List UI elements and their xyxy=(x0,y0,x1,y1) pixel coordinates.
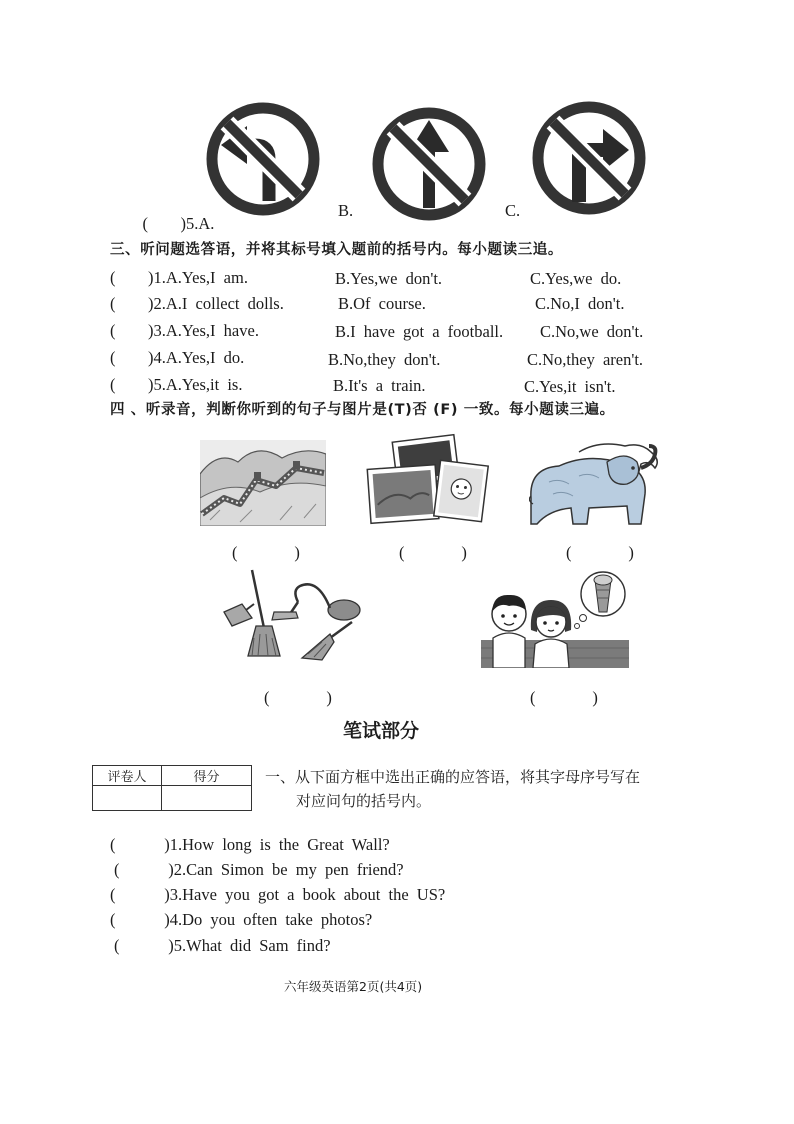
question-2 xyxy=(114,860,404,880)
score-table xyxy=(92,765,252,811)
question-text: 5.What did Sam find? xyxy=(173,936,331,955)
option-b: B.I have got a football. xyxy=(335,322,504,341)
answer-bracket: ( ) xyxy=(264,688,332,707)
question-text: 1.How long is the Great Wall? xyxy=(169,835,390,854)
option-c-label: C. xyxy=(505,201,521,220)
score-header: 得分 xyxy=(162,766,252,786)
option-b: B.Yes,we don't. xyxy=(335,269,443,288)
option-a-label: 5.A. xyxy=(186,214,215,233)
thought-bubble-icon xyxy=(575,572,626,629)
score-cell xyxy=(162,786,252,811)
answer-bracket: ( ) xyxy=(566,543,634,562)
vacuum-cleaner-icon xyxy=(272,584,360,620)
option-b: B.It's a train. xyxy=(333,376,426,395)
option-c: C.No,they aren't. xyxy=(527,350,644,369)
section1-instruction-line1: 一、从下面方框中选出正确的应答语，将其字母序号写在 xyxy=(265,768,641,786)
no-straight-ahead-sign-icon xyxy=(371,106,487,222)
question-4 xyxy=(110,910,372,930)
page-footer: 六年级英语第2页(共4页) xyxy=(284,979,423,994)
elephants-picture xyxy=(529,438,663,526)
option-a: 2.A.I collect dolls. xyxy=(153,294,284,313)
question-3 xyxy=(110,885,445,905)
section3-item-4 xyxy=(110,348,244,368)
answer-bracket: ( ) xyxy=(110,294,154,313)
section3-item-5 xyxy=(110,375,242,395)
dustpan-icon xyxy=(224,604,254,626)
answer-bracket: ( ) xyxy=(142,214,186,233)
no-right-turn-sign-icon xyxy=(531,100,647,216)
option-b: B.No,they don't. xyxy=(328,350,441,369)
answer-bracket: ( ) xyxy=(110,835,170,854)
two-children-picture xyxy=(481,568,629,668)
written-part-title: 笔试部分 xyxy=(343,720,420,742)
no-left-turn-sign-icon xyxy=(205,101,321,217)
section3-item-2 xyxy=(110,294,284,314)
photos-picture xyxy=(365,433,491,527)
girl-icon xyxy=(531,600,571,668)
option-c: C.No,we don't. xyxy=(540,322,644,341)
great-wall-picture xyxy=(200,440,326,526)
answer-bracket: ( ) xyxy=(110,375,154,394)
answer-bracket: ( ) xyxy=(114,860,174,879)
answer-bracket: ( ) xyxy=(110,321,154,340)
answer-bracket: ( ) xyxy=(110,885,170,904)
answer-bracket: ( ) xyxy=(232,543,300,562)
option-a: 3.A.Yes,I have. xyxy=(153,321,259,340)
answer-bracket: ( ) xyxy=(110,348,154,367)
question-5 xyxy=(114,936,331,956)
cleaning-tools-picture xyxy=(218,568,364,662)
question-text: 2.Can Simon be my pen friend? xyxy=(173,860,404,879)
option-c: C.No,I don't. xyxy=(535,294,625,313)
grader-header: 评卷人 xyxy=(93,766,162,786)
answer-bracket: ( ) xyxy=(530,688,598,707)
question-1 xyxy=(110,835,390,855)
hand-brush-icon xyxy=(302,622,352,660)
option-a: 1.A.Yes,I am. xyxy=(153,268,248,287)
answer-bracket: ( ) xyxy=(110,910,170,929)
option-b-label: B. xyxy=(338,201,354,220)
section3-item-3 xyxy=(110,321,259,341)
option-b: B.Of course. xyxy=(338,294,426,313)
grader-cell xyxy=(93,786,162,811)
section3-heading: 三、听问题选答语，并将其标号填入题前的括号内。每小题读三追。 xyxy=(110,242,563,258)
option-c: C.Yes,it isn't. xyxy=(524,377,616,396)
option-c: C.Yes,we do. xyxy=(530,269,622,288)
section4-heading: 四 、听录音，判断你听到的句子与图片是(T)否 (F) 一致。每小题读三遍。 xyxy=(110,402,615,418)
question-text: 3.Have you got a book about the US? xyxy=(169,885,446,904)
answer-bracket: ( ) xyxy=(114,936,174,955)
option-a: 5.A.Yes,it is. xyxy=(153,375,243,394)
answer-bracket: ( ) xyxy=(110,268,154,287)
boy-icon xyxy=(492,595,526,668)
question-text: 4.Do you often take photos? xyxy=(169,910,373,929)
option-a: 4.A.Yes,I do. xyxy=(153,348,245,367)
answer-bracket: ( ) xyxy=(399,543,467,562)
section3-item-1 xyxy=(110,268,248,288)
section1-instruction-line2: 对应问句的括号内。 xyxy=(296,792,432,810)
